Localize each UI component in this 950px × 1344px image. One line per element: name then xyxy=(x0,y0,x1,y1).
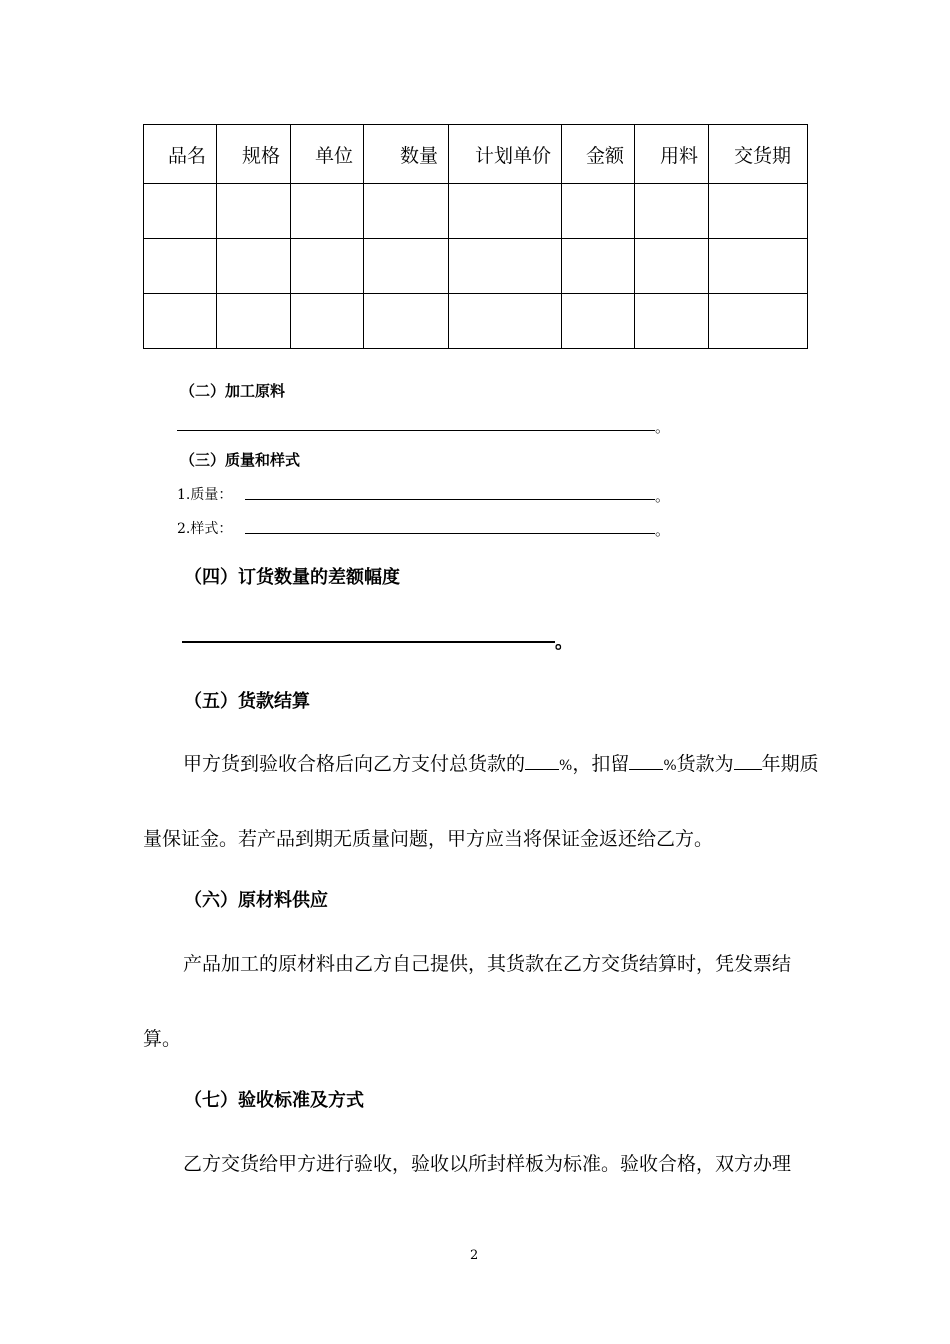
table-cell xyxy=(144,184,217,239)
section5-text-c: 货款为 xyxy=(676,753,734,775)
header-unit: 单位 xyxy=(291,125,364,184)
table-cell xyxy=(449,239,562,294)
quality-label: 1.质量： xyxy=(177,487,233,503)
page-number: 2 xyxy=(470,1248,479,1263)
table-row xyxy=(144,239,808,294)
section6-paragraph-line2: 算。 xyxy=(143,1028,182,1050)
section4-end: 。 xyxy=(555,632,573,653)
section2-fill-line xyxy=(177,430,655,431)
years-blank xyxy=(734,753,762,770)
table-header-row xyxy=(144,125,808,184)
table-cell xyxy=(364,239,449,294)
goods-table xyxy=(143,124,808,349)
table-cell xyxy=(635,184,709,239)
section7-paragraph-line1: 乙方交货给甲方进行验收，验收以所封样板为标准。验收合格，双方办理 xyxy=(183,1153,792,1175)
header-name: 品名 xyxy=(144,125,217,184)
section7-title: （七）验收标准及方式 xyxy=(184,1090,364,1111)
section6-paragraph-line1: 产品加工的原材料由乙方自己提供，其货款在乙方交货结算时，凭发票结 xyxy=(183,953,792,975)
header-spec: 规格 xyxy=(217,125,291,184)
section5-text-b: ，扣留 xyxy=(572,753,630,775)
table-cell xyxy=(449,184,562,239)
section5-paragraph-line2: 量保证金。若产品到期无质量问题，甲方应当将保证金返还给乙方。 xyxy=(143,828,714,850)
quality-fill-line xyxy=(245,499,655,500)
style-fill-line xyxy=(245,533,655,534)
header-quantity: 数量 xyxy=(364,125,449,184)
table-cell xyxy=(144,239,217,294)
table-cell xyxy=(291,184,364,239)
section5-title: （五）货款结算 xyxy=(184,691,310,712)
section5-paragraph-line1 xyxy=(183,749,819,776)
table-cell xyxy=(291,239,364,294)
table-cell xyxy=(217,294,291,349)
table-row xyxy=(144,184,808,239)
header-delivery-date: 交货期 xyxy=(709,125,808,184)
section3-title: （三）质量和样式 xyxy=(180,451,301,469)
table-cell xyxy=(635,239,709,294)
section5-text-d: 年期质 xyxy=(761,753,819,775)
section2-title: （二）加工原料 xyxy=(180,382,286,400)
style-end: 。 xyxy=(655,521,671,539)
table-cell xyxy=(709,184,808,239)
header-planned-price: 计划单价 xyxy=(449,125,562,184)
section5-text-a: 甲方货到验收合格后向乙方支付总货款的 xyxy=(183,753,526,775)
table-cell xyxy=(291,294,364,349)
table-cell xyxy=(635,294,709,349)
table-cell xyxy=(562,239,635,294)
section4-fill-line xyxy=(182,641,555,643)
section6-title: （六）原材料供应 xyxy=(184,890,328,911)
table-cell xyxy=(364,184,449,239)
table-cell xyxy=(562,184,635,239)
section4-title: （四）订货数量的差额幅度 xyxy=(184,567,400,588)
percent-blank-1 xyxy=(525,753,559,770)
section2-end: 。 xyxy=(655,418,671,436)
percent-sign-2: % xyxy=(663,758,677,774)
header-material: 用料 xyxy=(635,125,709,184)
table-cell xyxy=(449,294,562,349)
table-cell xyxy=(217,239,291,294)
percent-blank-2 xyxy=(629,753,663,770)
percent-sign-1: % xyxy=(559,758,573,774)
style-label: 2.样式： xyxy=(177,521,233,537)
table-cell xyxy=(144,294,217,349)
quality-end: 。 xyxy=(655,487,671,505)
header-amount: 金额 xyxy=(562,125,635,184)
table-cell xyxy=(709,294,808,349)
table-cell xyxy=(562,294,635,349)
table-row xyxy=(144,294,808,349)
table-cell xyxy=(217,184,291,239)
table-cell xyxy=(709,239,808,294)
table-cell xyxy=(364,294,449,349)
